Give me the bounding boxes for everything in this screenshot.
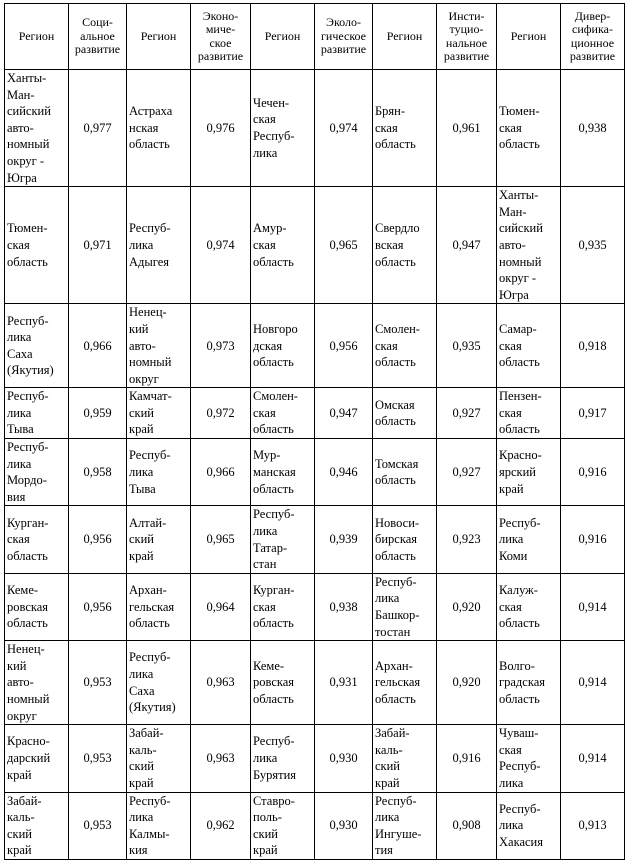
region-cell: Омская область bbox=[373, 388, 437, 439]
region-cell: Новгоро дская область bbox=[251, 304, 315, 388]
index-cell: 0,977 bbox=[69, 70, 127, 187]
index-cell: 0,930 bbox=[315, 725, 373, 792]
region-cell: Кеме- ровская область bbox=[251, 641, 315, 725]
index-cell: 0,930 bbox=[315, 792, 373, 859]
index-cell: 0,972 bbox=[191, 388, 251, 439]
index-cell: 0,935 bbox=[437, 304, 497, 388]
region-cell: Ненец- кий авто- номный округ bbox=[5, 641, 69, 725]
header-social-development: Соци- альное развитие bbox=[69, 4, 127, 70]
index-cell: 0,920 bbox=[437, 573, 497, 640]
index-cell: 0,974 bbox=[191, 187, 251, 304]
index-cell: 0,914 bbox=[561, 725, 625, 792]
region-cell: Респуб- лика Тыва bbox=[5, 388, 69, 439]
region-cell: Тюмен- ская область bbox=[497, 70, 561, 187]
region-cell: Чуваш- ская Респуб- лика bbox=[497, 725, 561, 792]
index-cell: 0,914 bbox=[561, 573, 625, 640]
index-cell: 0,956 bbox=[69, 506, 127, 573]
region-cell: Амур- ская область bbox=[251, 187, 315, 304]
region-cell: Респуб- лика Калмы- кия bbox=[127, 792, 191, 859]
table-row bbox=[5, 792, 625, 859]
index-cell: 0,961 bbox=[437, 70, 497, 187]
table-row bbox=[5, 187, 625, 304]
region-cell: Респуб- лика Татар- стан bbox=[251, 506, 315, 573]
region-cell: Курган- ская область bbox=[5, 506, 69, 573]
region-cell: Пензен- ская область bbox=[497, 388, 561, 439]
index-cell: 0,918 bbox=[561, 304, 625, 388]
region-cell: Калуж- ская область bbox=[497, 573, 561, 640]
regional-development-table bbox=[4, 3, 625, 860]
region-cell: Забай- каль- ский край bbox=[373, 725, 437, 792]
index-cell: 0,916 bbox=[561, 506, 625, 573]
header-institutional-development: Инсти- туцио- нальное развитие bbox=[437, 4, 497, 70]
region-cell: Алтай- ский край bbox=[127, 506, 191, 573]
index-cell: 0,976 bbox=[191, 70, 251, 187]
region-cell: Ставро- поль- ский край bbox=[251, 792, 315, 859]
index-cell: 0,916 bbox=[437, 725, 497, 792]
region-cell: Свердло вская область bbox=[373, 187, 437, 304]
region-cell: Респуб- лика Башкор- тостан bbox=[373, 573, 437, 640]
index-cell: 0,914 bbox=[561, 641, 625, 725]
table-row bbox=[5, 641, 625, 725]
header-region-2: Регион bbox=[127, 4, 191, 70]
region-cell: Красно- дарский край bbox=[5, 725, 69, 792]
index-cell: 0,953 bbox=[69, 792, 127, 859]
index-cell: 0,974 bbox=[315, 70, 373, 187]
region-cell: Респуб- лика Бурятия bbox=[251, 725, 315, 792]
table-row bbox=[5, 439, 625, 506]
region-cell: Респуб- лика Саха (Якутия) bbox=[127, 641, 191, 725]
table-header-row bbox=[5, 4, 625, 70]
region-cell: Ханты- Ман- сийский авто- номный округ - Югра bbox=[497, 187, 561, 304]
index-cell: 0,966 bbox=[191, 439, 251, 506]
index-cell: 0,971 bbox=[69, 187, 127, 304]
index-cell: 0,963 bbox=[191, 641, 251, 725]
region-cell: Респуб- лика Коми bbox=[497, 506, 561, 573]
region-cell: Респуб- лика Хакасия bbox=[497, 792, 561, 859]
region-cell: Курган- ская область bbox=[251, 573, 315, 640]
region-cell: Томская область bbox=[373, 439, 437, 506]
index-cell: 0,913 bbox=[561, 792, 625, 859]
region-cell: Мур- манская область bbox=[251, 439, 315, 506]
index-cell: 0,956 bbox=[69, 573, 127, 640]
region-cell: Респуб- лика Ингуше- тия bbox=[373, 792, 437, 859]
index-cell: 0,927 bbox=[437, 388, 497, 439]
header-region-3: Регион bbox=[251, 4, 315, 70]
region-cell: Чечен- ская Респуб- лика bbox=[251, 70, 315, 187]
index-cell: 0,964 bbox=[191, 573, 251, 640]
table-row bbox=[5, 388, 625, 439]
region-cell: Респуб- лика Тыва bbox=[127, 439, 191, 506]
table-row bbox=[5, 725, 625, 792]
index-cell: 0,966 bbox=[69, 304, 127, 388]
region-cell: Респуб- лика Мордо- вия bbox=[5, 439, 69, 506]
index-cell: 0,947 bbox=[437, 187, 497, 304]
header-ecological-development: Эколо- гическое развитие bbox=[315, 4, 373, 70]
region-cell: Смолен- ская область bbox=[373, 304, 437, 388]
index-cell: 0,923 bbox=[437, 506, 497, 573]
region-cell: Новоси- бирская область bbox=[373, 506, 437, 573]
index-cell: 0,959 bbox=[69, 388, 127, 439]
table-row bbox=[5, 573, 625, 640]
region-cell: Забай- каль- ский край bbox=[5, 792, 69, 859]
region-cell: Кеме- ровская область bbox=[5, 573, 69, 640]
region-cell: Ханты- Ман- сийский авто- номный округ - Югра bbox=[5, 70, 69, 187]
index-cell: 0,965 bbox=[315, 187, 373, 304]
index-cell: 0,908 bbox=[437, 792, 497, 859]
index-cell: 0,938 bbox=[315, 573, 373, 640]
region-cell: Архан- гельская область bbox=[127, 573, 191, 640]
region-cell: Тюмен- ская область bbox=[5, 187, 69, 304]
header-region-5: Регион bbox=[497, 4, 561, 70]
index-cell: 0,962 bbox=[191, 792, 251, 859]
index-cell: 0,938 bbox=[561, 70, 625, 187]
region-cell: Респуб- лика Саха (Якутия) bbox=[5, 304, 69, 388]
region-cell: Респуб- лика Адыгея bbox=[127, 187, 191, 304]
region-cell: Самар- ская область bbox=[497, 304, 561, 388]
region-cell: Астраха нская область bbox=[127, 70, 191, 187]
header-economic-development: Эконо- миче- ское развитие bbox=[191, 4, 251, 70]
region-cell: Брян- ская область bbox=[373, 70, 437, 187]
region-cell: Камчат- ский край bbox=[127, 388, 191, 439]
table-row bbox=[5, 70, 625, 187]
header-region-1: Регион bbox=[5, 4, 69, 70]
index-cell: 0,927 bbox=[437, 439, 497, 506]
region-cell: Забай- каль- ский край bbox=[127, 725, 191, 792]
index-cell: 0,916 bbox=[561, 439, 625, 506]
index-cell: 0,920 bbox=[437, 641, 497, 725]
index-cell: 0,958 bbox=[69, 439, 127, 506]
index-cell: 0,917 bbox=[561, 388, 625, 439]
region-cell: Смолен- ская область bbox=[251, 388, 315, 439]
index-cell: 0,963 bbox=[191, 725, 251, 792]
region-cell: Волго- градская область bbox=[497, 641, 561, 725]
header-diversification-development: Дивер- сифика- ционное развитие bbox=[561, 4, 625, 70]
index-cell: 0,931 bbox=[315, 641, 373, 725]
table-row bbox=[5, 304, 625, 388]
index-cell: 0,947 bbox=[315, 388, 373, 439]
index-cell: 0,953 bbox=[69, 641, 127, 725]
header-region-4: Регион bbox=[373, 4, 437, 70]
index-cell: 0,965 bbox=[191, 506, 251, 573]
index-cell: 0,946 bbox=[315, 439, 373, 506]
index-cell: 0,956 bbox=[315, 304, 373, 388]
index-cell: 0,935 bbox=[561, 187, 625, 304]
region-cell: Красно- ярский край bbox=[497, 439, 561, 506]
table-row bbox=[5, 506, 625, 573]
region-cell: Ненец- кий авто- номный округ bbox=[127, 304, 191, 388]
index-cell: 0,953 bbox=[69, 725, 127, 792]
index-cell: 0,973 bbox=[191, 304, 251, 388]
index-cell: 0,939 bbox=[315, 506, 373, 573]
region-cell: Архан- гельская область bbox=[373, 641, 437, 725]
